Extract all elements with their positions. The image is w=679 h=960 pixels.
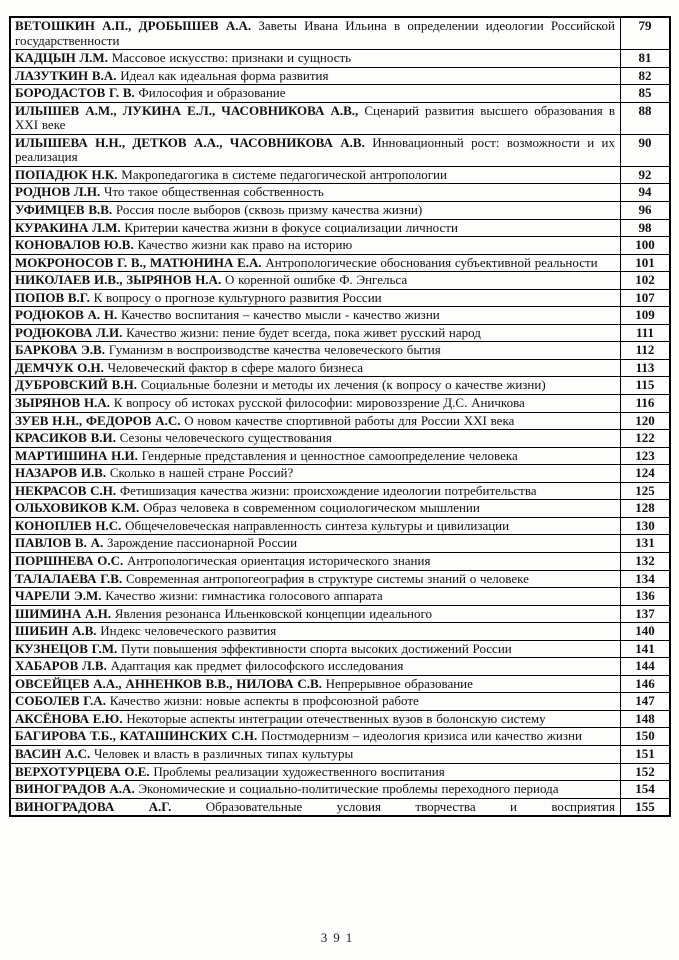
table-row	[10, 745, 670, 763]
entry-title: О коренной ошибке Ф. Энгельса	[221, 272, 408, 288]
entry-title: Общечеловеческая направленность синтеза культуры и цивилизации	[121, 517, 510, 533]
entry-title: Социальные болезни и методы их лечения (к вопросу о качестве жизни)	[136, 377, 546, 393]
table-row	[10, 289, 670, 307]
entry-cell	[10, 307, 621, 325]
entry-authors: ЛАЗУТКИН В.А.	[15, 67, 117, 83]
table-row	[10, 237, 670, 255]
entry-title: Современная антропогеография в структуре системы знаний о человеке	[122, 570, 529, 586]
table-row	[10, 728, 670, 746]
entry-authors: КОНОВАЛОВ Ю.В.	[15, 237, 134, 253]
toc-body	[10, 17, 670, 816]
entry-title: Россия после выборов (сквозь призму качества жизни)	[112, 202, 423, 218]
entry-cell	[10, 377, 621, 395]
entry-cell	[10, 675, 621, 693]
entry-cell	[10, 202, 621, 220]
entry-cell	[10, 412, 621, 430]
table-row	[10, 17, 670, 50]
entry-authors: ХАБАРОВ Л.В.	[15, 658, 107, 674]
entry-cell	[10, 219, 621, 237]
entry-page-number: 122	[621, 430, 671, 448]
entry-page-number: 134	[621, 570, 671, 588]
entry-cell	[10, 254, 621, 272]
entry-page-number: 94	[621, 184, 671, 202]
entry-page-number: 113	[621, 359, 671, 377]
entry-title: Образ человека в современном социологическом мышлении	[139, 500, 480, 516]
table-row	[10, 85, 670, 103]
entry-authors: ВИНОГРАДОВ А.А.	[15, 781, 135, 797]
entry-authors: МОКРОНОСОВ Г. В., МАТЮНИНА Е.А.	[15, 254, 262, 270]
entry-authors: ЗЫРЯНОВ Н.А.	[15, 395, 110, 411]
entry-cell	[10, 17, 621, 50]
entry-authors: ШИМИНА А.Н.	[15, 605, 112, 621]
entry-page-number: 144	[621, 658, 671, 676]
entry-cell	[10, 710, 621, 728]
table-row	[10, 482, 670, 500]
entry-title: Качество жизни: новые аспекты в профсоюзной работе	[105, 693, 419, 709]
table-row	[10, 465, 670, 483]
entry-title: Заветы Ивана Ильина в определении идеологии Российской государственности	[15, 18, 615, 48]
entry-page-number: 123	[621, 447, 671, 465]
entry-title: К вопросу об истоках русской философии: мировоззрение Д.С. Аничкова	[109, 395, 525, 411]
entry-page-number: 112	[621, 342, 671, 360]
table-row	[10, 202, 670, 220]
entry-authors: МАРТИШИНА Н.И.	[15, 447, 138, 463]
entry-cell	[10, 745, 621, 763]
entry-cell	[10, 640, 621, 658]
table-row	[10, 552, 670, 570]
entry-title: Проблемы реализации художественного воспитания	[149, 763, 445, 779]
entry-page-number: 125	[621, 482, 671, 500]
entry-title: Зарождение пассионарной России	[103, 535, 298, 551]
entry-title: Образовательные условия творчества и восприятия	[171, 798, 615, 814]
entry-authors: ДУБРОВСКИЙ В.Н.	[15, 377, 137, 393]
entry-page-number: 85	[621, 85, 671, 103]
entry-title: Постмодернизм – идеология кризиса или качество жизни	[257, 728, 582, 744]
entry-cell	[10, 482, 621, 500]
table-row	[10, 102, 670, 134]
entry-cell	[10, 693, 621, 711]
entry-cell	[10, 134, 621, 166]
entry-page-number: 79	[621, 17, 671, 50]
entry-authors: ШИБИН А.В.	[15, 623, 97, 639]
entry-cell	[10, 447, 621, 465]
entry-cell	[10, 289, 621, 307]
table-row	[10, 377, 670, 395]
entry-page-number: 152	[621, 763, 671, 781]
entry-page-number: 101	[621, 254, 671, 272]
entry-page-number: 116	[621, 395, 671, 413]
entry-cell	[10, 588, 621, 606]
entry-authors: УФИМЦЕВ В.В.	[15, 202, 113, 218]
entry-title: Сценарий развития высшего образования в XXI веке	[15, 102, 615, 133]
table-row	[10, 693, 670, 711]
entry-authors: КУРАКИНА Л.М.	[15, 219, 121, 235]
entry-title: Макропедагогика в системе педагогической антропологии	[117, 166, 447, 182]
entry-authors: ВЕТОШКИН А.П., ДРОБЫШЕВ А.А.	[15, 18, 252, 33]
entry-cell	[10, 342, 621, 360]
entry-page-number: 92	[621, 166, 671, 184]
table-row	[10, 307, 670, 325]
entry-title: Человеческий фактор в сфере малого бизнеса	[103, 359, 364, 375]
table-row	[10, 605, 670, 623]
entry-authors: ОВСЕЙЦЕВ А.А., АННЕНКОВ В.В., НИЛОВА С.В.	[15, 675, 322, 691]
entry-page-number: 148	[621, 710, 671, 728]
entry-authors: БАРКОВА Э.В.	[15, 342, 105, 358]
entry-cell	[10, 535, 621, 553]
entry-title: Сезоны человеческого существования	[115, 430, 332, 446]
entry-cell	[10, 272, 621, 290]
entry-authors: КУЗНЕЦОВ Г.М.	[15, 640, 118, 656]
table-row	[10, 517, 670, 535]
entry-authors: РОДЮКОВ А. Н.	[15, 307, 118, 323]
entry-authors: ВАСИН А.С.	[15, 745, 91, 761]
entry-page-number: 131	[621, 535, 671, 553]
entry-title: Качество жизни как право на историю	[133, 237, 353, 253]
table-row	[10, 781, 670, 799]
entry-cell	[10, 50, 621, 68]
table-row	[10, 588, 670, 606]
entry-cell	[10, 324, 621, 342]
table-row	[10, 675, 670, 693]
entry-page-number: 132	[621, 552, 671, 570]
entry-title: Инновационный рост: возможности и их реализация	[15, 134, 615, 165]
entry-authors: НАЗАРОВ И.В.	[15, 465, 107, 481]
entry-title: Критерии качества жизни в фокусе социализации личности	[120, 219, 458, 235]
table-row	[10, 430, 670, 448]
entry-title: Гендерные представления и ценностное самоопределение человека	[137, 447, 518, 463]
entry-cell	[10, 359, 621, 377]
entry-title: Адаптация как предмет философского исследования	[106, 658, 404, 674]
entry-authors: НЕКРАСОВ С.Н.	[15, 482, 117, 498]
table-row	[10, 447, 670, 465]
entry-title: Качество жизни: гимнастика голосового аппарата	[101, 588, 383, 604]
entry-page-number: 154	[621, 781, 671, 799]
entry-title: Фетишизация качества жизни: происхождение идеологии потребительства	[116, 482, 537, 498]
entry-title: Философия и образование	[134, 85, 286, 101]
entry-page-number: 124	[621, 465, 671, 483]
table-row	[10, 658, 670, 676]
entry-authors: КАДЦЫН Л.М.	[15, 50, 108, 66]
entry-authors: РОДЮКОВА Л.И.	[15, 324, 123, 340]
entry-authors: ДЕМЧУК О.Н.	[15, 359, 104, 375]
entry-authors: СОБОЛЕВ Г.А.	[15, 693, 106, 709]
entry-title: Качество воспитания – качество мысли - качество жизни	[117, 307, 440, 323]
table-row	[10, 798, 670, 816]
entry-cell	[10, 623, 621, 641]
entry-cell	[10, 763, 621, 781]
entry-cell	[10, 517, 621, 535]
entry-page-number: 102	[621, 272, 671, 290]
entry-title: Антропологические обоснования субъективной реальности	[261, 254, 598, 270]
table-row	[10, 500, 670, 518]
entry-page-number: 141	[621, 640, 671, 658]
entry-authors: ОЛЬХОВИКОВ К.М.	[15, 500, 140, 516]
table-row	[10, 184, 670, 202]
entry-authors: КРАСИКОВ В.И.	[15, 430, 116, 446]
toc-table	[9, 16, 671, 817]
entry-title: Явления резонанса Ильенковской концепции идеального	[111, 605, 433, 621]
entry-page-number: 155	[621, 798, 671, 816]
entry-page-number: 151	[621, 745, 671, 763]
entry-page-number: 128	[621, 500, 671, 518]
entry-cell	[10, 658, 621, 676]
entry-page-number: 147	[621, 693, 671, 711]
entry-page-number: 109	[621, 307, 671, 325]
table-row	[10, 395, 670, 413]
entry-authors: БАГИРОВА Т.Б., КАТАШИНСКИХ С.Н.	[15, 728, 258, 744]
entry-cell	[10, 728, 621, 746]
entry-cell	[10, 781, 621, 799]
entry-cell	[10, 798, 621, 816]
table-row	[10, 570, 670, 588]
entry-authors: ПОРШНЕВА О.С.	[15, 552, 124, 568]
entry-title: Идеал как идеальная форма развития	[116, 67, 329, 83]
table-row	[10, 254, 670, 272]
entry-cell	[10, 102, 621, 134]
entry-cell	[10, 166, 621, 184]
entry-cell	[10, 465, 621, 483]
table-row	[10, 219, 670, 237]
table-row	[10, 342, 670, 360]
entry-title: Непрерывное образование	[321, 675, 473, 691]
entry-cell	[10, 395, 621, 413]
table-row	[10, 535, 670, 553]
entry-cell	[10, 552, 621, 570]
entry-page-number: 96	[621, 202, 671, 220]
entry-title: Сколько в нашей стране Россий?	[106, 465, 294, 481]
entry-authors: ВИНОГРАДОВА А.Г.	[15, 798, 172, 814]
table-row	[10, 272, 670, 290]
entry-page-number: 130	[621, 517, 671, 535]
entry-cell	[10, 184, 621, 202]
entry-authors: РОДНОВ Л.Н.	[15, 184, 101, 200]
entry-page-number: 81	[621, 50, 671, 68]
entry-cell	[10, 605, 621, 623]
entry-title: О новом качестве спортивной работы для России XXI века	[180, 412, 515, 428]
table-row	[10, 412, 670, 430]
entry-authors: ТАЛАЛАЕВА Г.В.	[15, 570, 123, 586]
table-row	[10, 67, 670, 85]
table-row	[10, 763, 670, 781]
table-row	[10, 359, 670, 377]
table-row	[10, 623, 670, 641]
entry-authors: ЗУЕВ Н.Н., ФЕДОРОВ А.С.	[15, 412, 181, 428]
entry-title: Массовое искусство: признаки и сущность	[107, 50, 352, 66]
table-row	[10, 166, 670, 184]
entry-authors: ИЛЫШЕВА Н.Н., ДЕТКОВ А.А., ЧАСОВНИКОВА А.В.	[15, 134, 365, 150]
entry-cell	[10, 430, 621, 448]
table-row	[10, 710, 670, 728]
entry-page-number: 88	[621, 102, 671, 134]
entry-page-number: 90	[621, 134, 671, 166]
entry-page-number: 111	[621, 324, 671, 342]
entry-authors: ВЕРХОТУРЦЕВА О.Е.	[15, 763, 150, 779]
entry-authors: ЧАРЕЛИ Э.М.	[15, 588, 102, 604]
entry-authors: БОРОДАСТОВ Г. В.	[15, 85, 135, 101]
entry-title: Гуманизм в воспроизводстве качества человеческого бытия	[104, 342, 441, 358]
entry-title: Качество жизни: пение будет всегда, пока живет русский народ	[122, 324, 481, 340]
entry-authors: АКСЁНОВА Е.Ю.	[15, 710, 123, 726]
table-row	[10, 50, 670, 68]
entry-cell	[10, 67, 621, 85]
entry-authors: ПАВЛОВ В. А.	[15, 535, 104, 551]
entry-title: Пути повышения эффективности спорта высоких достижений России	[117, 640, 512, 656]
entry-cell	[10, 237, 621, 255]
entry-cell	[10, 500, 621, 518]
entry-title: Антропологическая ориентация исторического знания	[123, 552, 431, 568]
entry-authors: ПОПОВ В.Г.	[15, 289, 90, 305]
entry-page-number: 137	[621, 605, 671, 623]
entry-cell	[10, 570, 621, 588]
entry-authors: НИКОЛАЕВ И.В., ЗЫРЯНОВ Н.А.	[15, 272, 222, 288]
entry-page-number: 107	[621, 289, 671, 307]
table-row	[10, 134, 670, 166]
entry-authors: ИЛЫШЕВ А.М., ЛУКИНА Е.Л., ЧАСОВНИКОВА А.В.,	[15, 102, 359, 118]
entry-page-number: 82	[621, 67, 671, 85]
entry-title: Индекс человеческого развития	[96, 623, 277, 639]
entry-page-number: 150	[621, 728, 671, 746]
entry-title: Человек и власть в различных типах культуры	[90, 745, 354, 761]
entry-page-number: 136	[621, 588, 671, 606]
entry-page-number: 100	[621, 237, 671, 255]
entry-page-number: 146	[621, 675, 671, 693]
entry-title: Некоторые аспекты интеграции отечественных вузов в болонскую систему	[122, 710, 546, 726]
entry-page-number: 140	[621, 623, 671, 641]
entry-title: Экономические и социально-политические проблемы переходного периода	[134, 781, 559, 797]
entry-authors: ПОПАДЮК Н.К.	[15, 166, 118, 182]
entry-cell	[10, 85, 621, 103]
entry-authors: КОНОПЛЕВ Н.С.	[15, 517, 122, 533]
footer-page-number: 391	[320, 930, 359, 945]
entry-page-number: 115	[621, 377, 671, 395]
table-row	[10, 640, 670, 658]
entry-page-number: 98	[621, 219, 671, 237]
entry-page-number: 120	[621, 412, 671, 430]
entry-title: К вопросу о прогнозе культурного развития России	[89, 289, 382, 305]
entry-title: Что такое общественная собственность	[100, 184, 324, 200]
table-row	[10, 324, 670, 342]
